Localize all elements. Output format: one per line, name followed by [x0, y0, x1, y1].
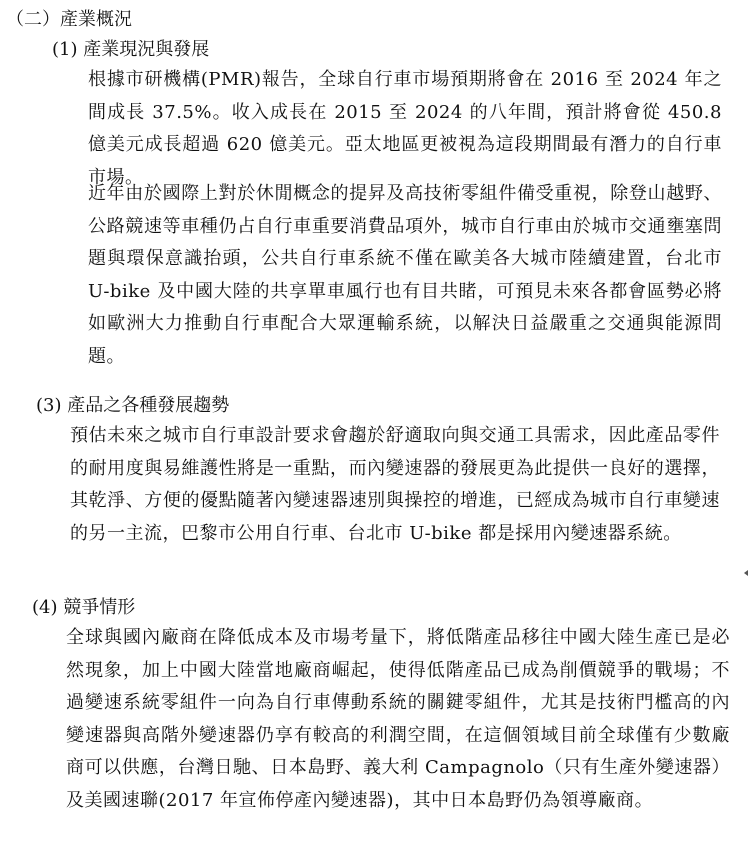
subsection-heading-industry-status: (1) 產業現況與發展: [52, 39, 210, 60]
paragraph-competition: 全球與國內廠商在降低成本及市場考量下，將低階產品移往中國大陸生產已是必然現象，加上中國大陸當地廠商崛起，使得低階產品已成為削價競爭的戰場；不過變速系統零組件一向為自行車傳動系統的關鍵零組件，尤其是技術門檻高的內變速器與高階外變速器仍享有較高的利潤空間，在這個領域目前全球僅有少數廠商可以供應，台灣日馳、日本島野、義大利 Campagnolo（只有生產外變速器）及美國速聯(2017 年宣佈停產內變速器)，其中日本島野仍為領導廠商。: [66, 627, 730, 811]
paragraph-urban-bicycle-trend: 近年由於國際上對於休閒概念的提昇及高技術零組件備受重視，除登山越野、公路競速等車種仍占自行車重要消費品項外，城市自行車由於城市交通壅塞問題與環保意識抬頭，公共自行車系統不僅在歐美各大城市陸續建置，台北市 U-bike 及中國大陸的共享單車風行也有目共睹，可預見未來各都會區勢必將如歐洲大力推動自行車配合大眾運輸系統，以解決日益嚴重之交通與能源問題。: [88, 183, 722, 367]
subsection-heading-product-trends: (3) 產品之各種發展趨勢: [36, 395, 230, 416]
subsection-heading-competition: (4) 競爭情形: [32, 597, 136, 618]
page-edge-marker-icon: [744, 570, 748, 576]
paragraph-product-trends: 預估未來之城市自行車設計要求會趨於舒適取向與交通工具需求，因此產品零件的耐用度與易維護性將是一重點，而內變速器的發展更為此提供一良好的選擇，其乾淨、方便的優點隨著內變速器速別與操控的增進，已經成為城市自行車變速的另一主流，巴黎市公用自行車、台北市 U-bike 都是採用內變速器系統。: [70, 425, 720, 544]
section-heading: （二）產業概況: [6, 9, 132, 30]
paragraph-market-forecast: 根據市研機構(PMR)報告，全球自行車市場預期將會在 2016 至 2024 年之間成長 37.5%。收入成長在 2015 至 2024 的八年間，預計將會從 450.8 億美元成長超過 620 億美元。亞太地區更被視為這段期間最有潛力的自行車市場。: [88, 69, 722, 188]
